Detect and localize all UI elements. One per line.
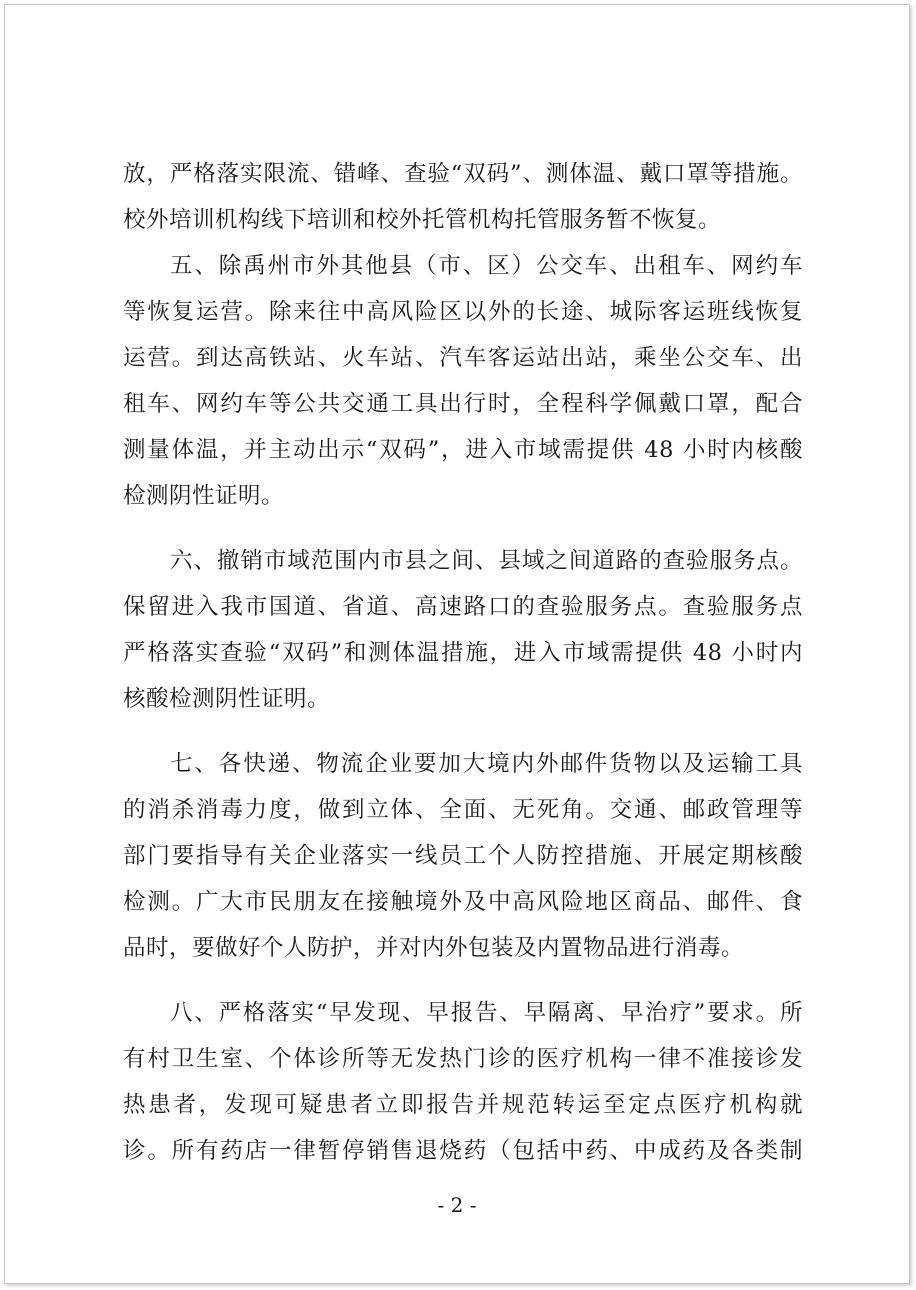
- text-line: 严格落实查验“双码”和测体温措施，进入市域需提供 48 小时内: [123, 640, 803, 666]
- text-line: 热患者，发现可疑患者立即报告并规范转运至定点医疗机构就: [123, 1092, 803, 1118]
- paragraph-spacer: [123, 519, 803, 538]
- text-line: 七、各快递、物流企业要加大境内外邮件货物以及运输工具: [170, 751, 803, 777]
- text-line: 品时，要做好个人防护，并对内外包装及内置物品进行消毒。: [123, 935, 745, 961]
- paragraph-item-8: [123, 990, 803, 1174]
- text-line: 六、撤销市域范围内市县之间、县域之间道路的查验服务点。: [170, 548, 803, 574]
- paragraph-item-5: [123, 243, 803, 519]
- text-line: 的消杀消毒力度，做到立体、全面、无死角。交通、邮政管理等: [123, 797, 803, 823]
- text-line: 部门要指导有关企业落实一线员工个人防控措施、开展定期核酸: [123, 843, 803, 869]
- text-line: 检测。广大市民朋友在接触境外及中高风险地区商品、邮件、食: [123, 889, 803, 915]
- text-line: 八、严格落实“早发现、早报告、早隔离、早治疗”要求。所: [170, 1000, 803, 1026]
- text-line: 保留进入我市国道、省道、高速路口的查验服务点。查验服务点: [123, 594, 803, 620]
- text-line: 检测阴性证明。: [123, 483, 285, 509]
- paragraph-continuation: [123, 151, 803, 243]
- paragraph-item-6: [123, 538, 803, 722]
- paragraph-spacer: [123, 722, 803, 741]
- text-line: 诊。所有药店一律暂停销售退烧药（包括中药、中成药及各类制: [123, 1138, 803, 1164]
- paragraph-item-7: [123, 741, 803, 971]
- text-line: 等恢复运营。除来往中高风险区以外的长途、城际客运班线恢复: [123, 299, 803, 325]
- document-page: [4, 4, 910, 1284]
- paragraph-spacer: [123, 971, 803, 990]
- text-line: 运营。到达高铁站、火车站、汽车客运站出站，乘坐公交车、出: [123, 345, 803, 371]
- text-line: 放，严格落实限流、错峰、查验“双码”、测体温、戴口罩等措施。: [123, 161, 803, 187]
- text-line: 核酸检测阴性证明。: [123, 686, 331, 712]
- page-number: - 2 -: [437, 1193, 477, 1217]
- text-line: 租车、网约车等公共交通工具出行时，全程科学佩戴口罩，配合: [123, 391, 803, 417]
- text-line: 有村卫生室、个体诊所等无发热门诊的医疗机构一律不准接诊发: [123, 1046, 803, 1072]
- text-line: 五、除禹州市外其他县（市、区）公交车、出租车、网约车: [170, 253, 803, 279]
- text-line: 测量体温，并主动出示“双码”，进入市域需提供 48 小时内核酸: [123, 437, 803, 463]
- document-body: [123, 151, 803, 1174]
- text-line: 校外培训机构线下培训和校外托管机构托管服务暂不恢复。: [123, 207, 722, 233]
